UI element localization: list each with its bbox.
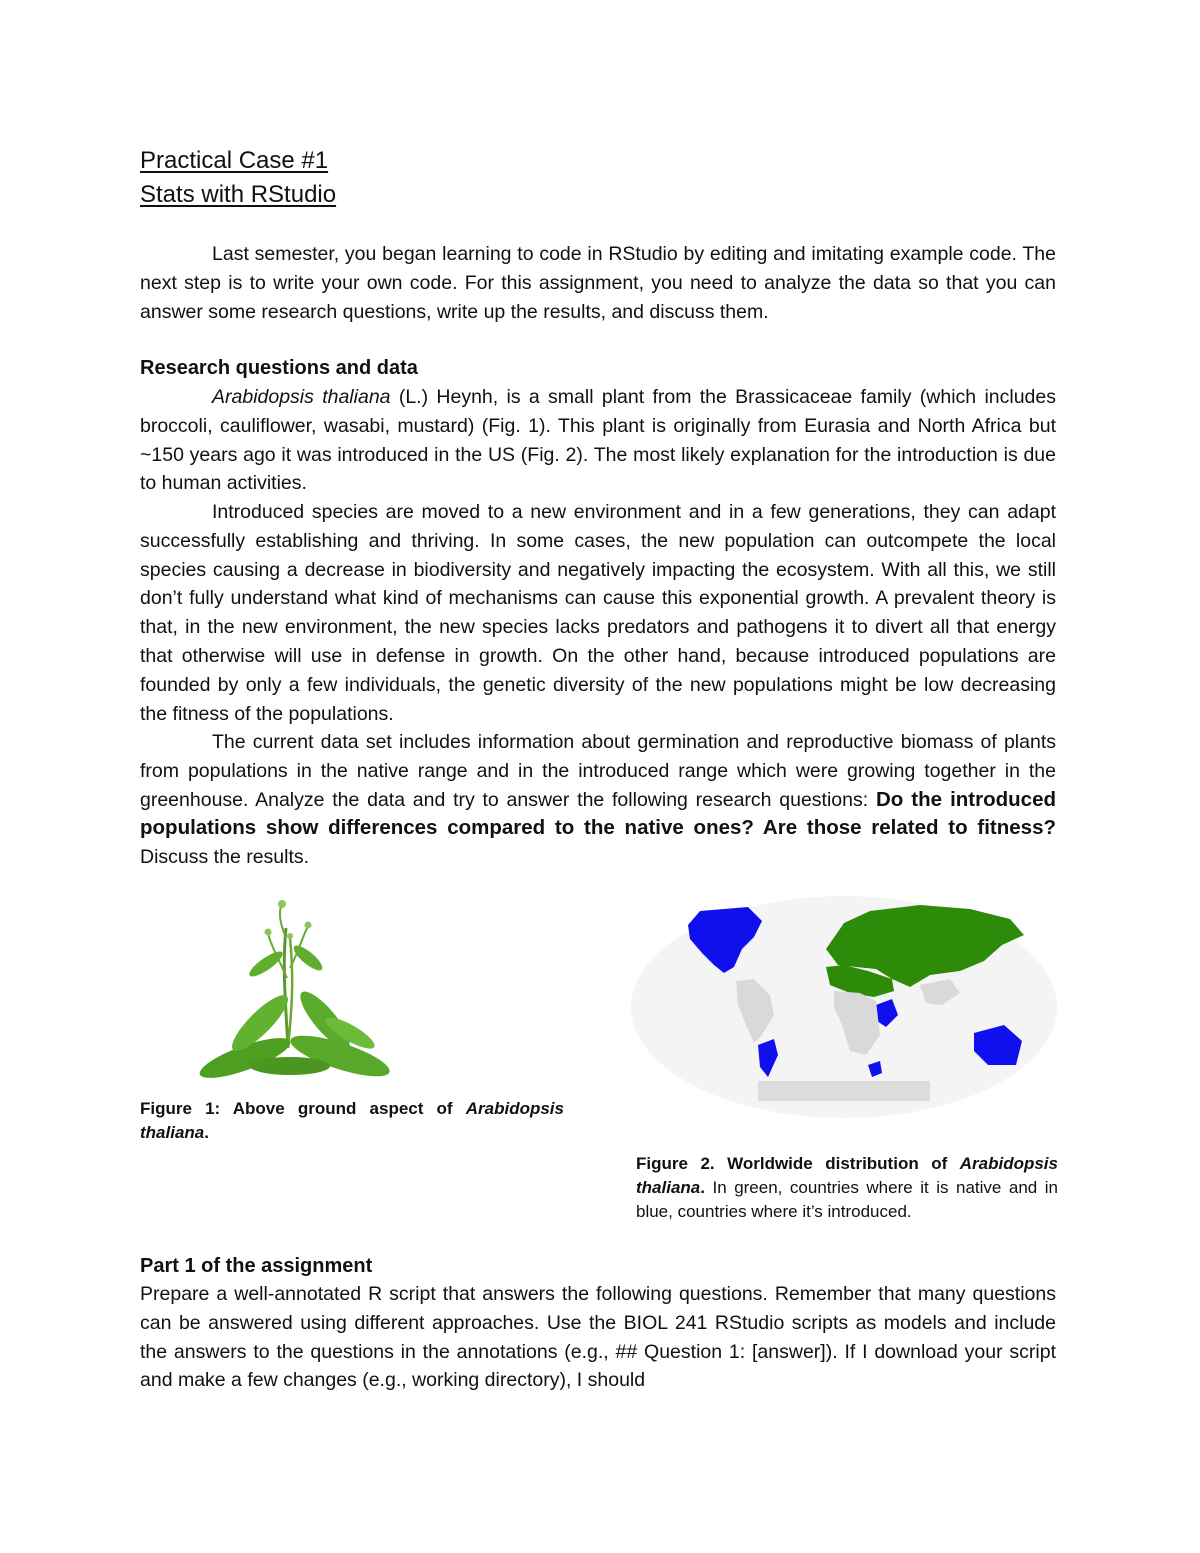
figure-1-label: Figure 1: Above ground aspect of [140,1099,466,1118]
research-p2-text: Introduced species are moved to a new environment and in a few generations, they can adapt successfully establishing and thriving. In some cases, the new population can outcompete the local species causing a decrease in biodiversity and negatively impacting the ecosystem. With all this, we still don’t fully understand what kind of mechanisms can cause this exponential growth. A prevalent theory is that, in the new environment, the new species lacks predators and pathogens it to divert all that energy that otherwise will use in defense in growth. On the other hand, because introduced populations are founded by only a few individuals, the genetic diversity of the new populations might be low decreasing the fitness of the populations. [140,501,1056,725]
research-heading: Research questions and data [140,357,418,379]
plant-rosette-leaves [196,985,394,1078]
figure-2-species: Arabidopsis thaliana [636,1154,1058,1197]
part1-paragraph [140,1280,1056,1395]
research-paragraph-1 [140,383,1056,498]
figure-2-label: Figure 2. Worldwide distribution of [636,1154,960,1173]
figure-1-species: Arabidopsis thaliana [140,1099,564,1142]
intro-text: Last semester, you began learning to code in RStudio by editing and imitating example code. The next step is to write your own code. For this assignment, you need to analyze the data so that you can answer some research questions, write up the results, and discuss them. [140,243,1056,323]
part1-heading: Part 1 of the assignment [140,1255,373,1277]
arabidopsis-plant-image [190,898,400,1078]
research-p1-text: (L.) Heynh, is a small plant from the Brassicaceae family (which includes broccoli, cauliflower, wasabi, mustard) (Fig. 1). This plant is originally from Eurasia and North Africa but ~150 years ago it was introduced in the US (Fig. 2). The most likely explanation for the introduction is due to human activities. [140,386,1056,495]
plant-stems [268,903,308,1048]
part1-text: Prepare a well-annotated R script that answers the following questions. Remember that many questions can be answered using different approaches. Use the BIOL 241 RStudio scripts as models and include the answers to the questions in the annotations (e.g., ## Question 1: [answer]). If I download your script and make a few changes (e.g., working directory), I should [140,1283,1056,1392]
research-p3-end: Discuss the results. [140,846,310,869]
species-name: Arabidopsis thaliana [212,386,391,408]
figure-2-description: In green, countries where it is native and in blue, countries where it’s introduced. [636,1178,1058,1221]
figure-2-caption [636,1152,1058,1224]
research-paragraph-3 [140,728,1056,872]
title-line-1: Practical Case #1 [140,147,329,174]
world-distribution-map [630,895,1058,1120]
figure-1-caption [140,1097,564,1145]
figure-1-end: . [204,1123,209,1142]
figure-2-dot: . [700,1178,705,1197]
intro-paragraph [140,240,1056,326]
research-paragraph-2 [140,498,1056,728]
research-questions-bold: Do the introduced populations show differences compared to the native ones? Are those related to fitness? [140,787,1056,840]
title-line-2: Stats with RStudio [140,181,337,208]
research-p3-start: The current data set includes information about germination and reproductive biomass of plants from populations in the native range and in the introduced range which were growing together in the greenhouse. Analyze the data and try to answer the following research questions: [140,731,1056,811]
